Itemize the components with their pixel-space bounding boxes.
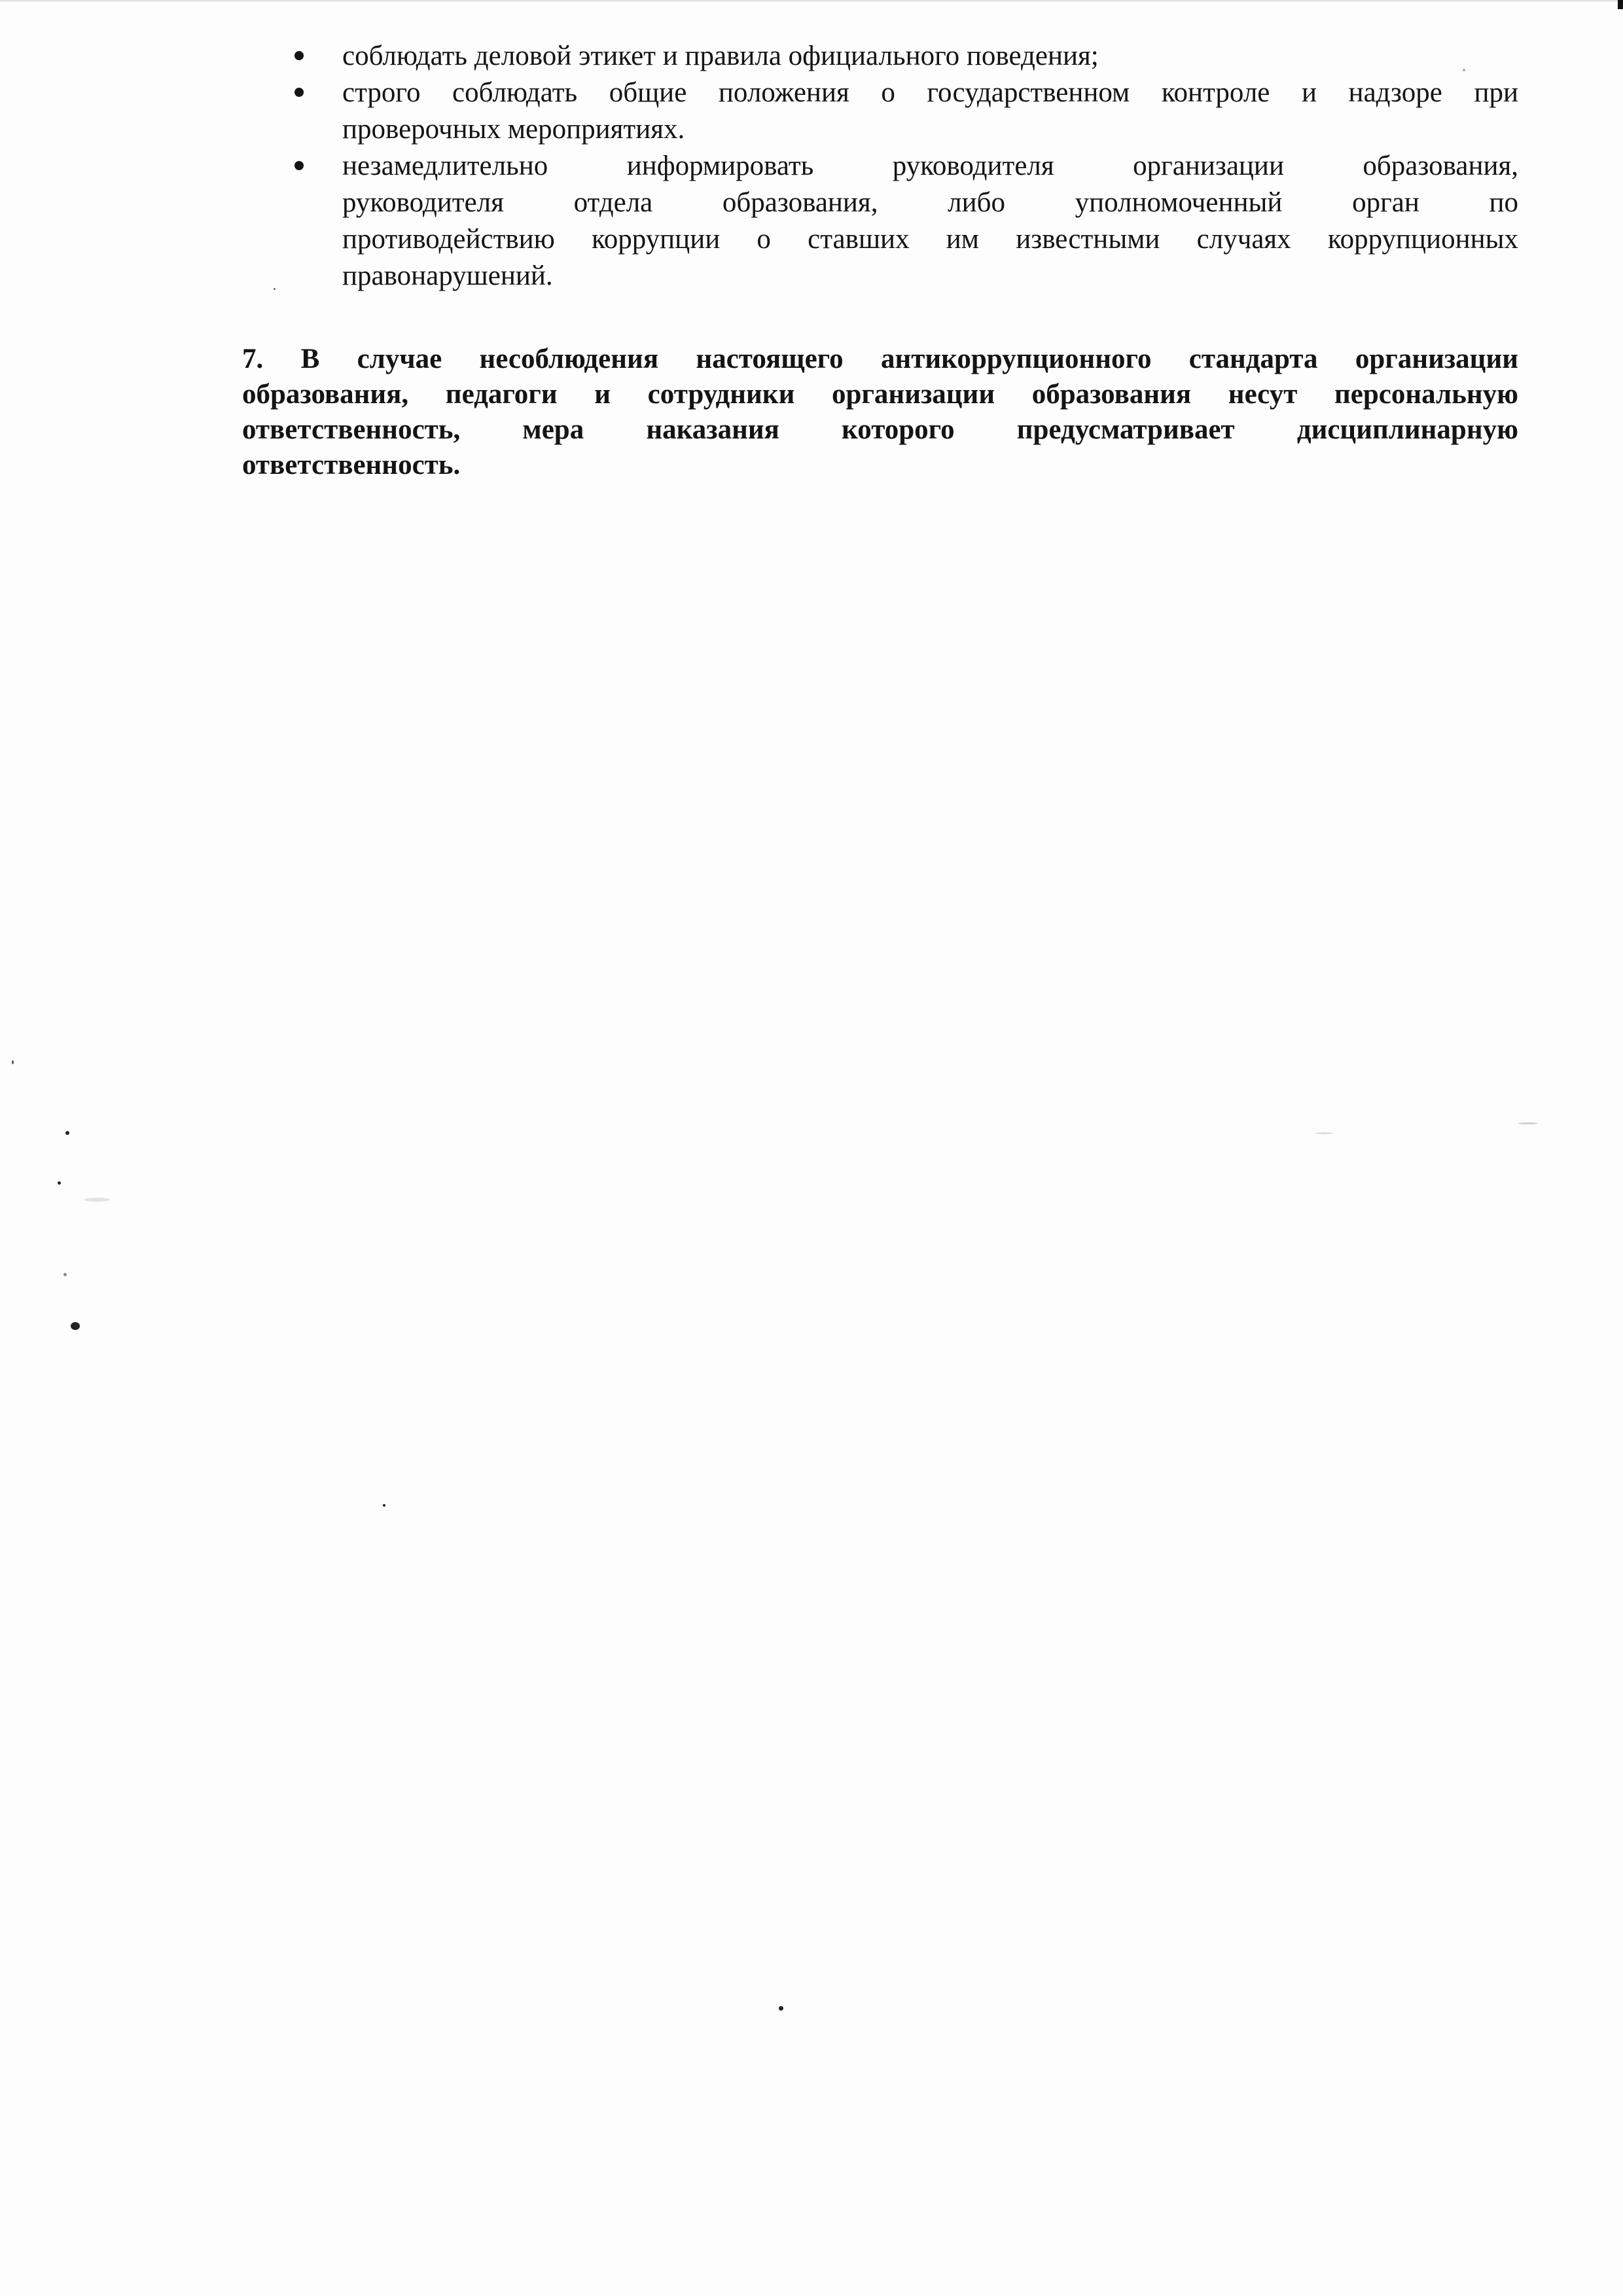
bullet-text: соблюдать деловой этикет и правила официального поведения;	[342, 41, 1099, 71]
bullet-icon	[294, 51, 304, 60]
bullet-list	[285, 38, 1518, 295]
scan-speck	[84, 1198, 110, 1202]
bullet-text-line: руководителя отдела образования, либо уполномоченный орган по	[342, 187, 1518, 218]
scan-edge	[0, 0, 1623, 2]
scan-speck	[71, 1322, 80, 1330]
section-7-line: ответственность, мера наказания которого предусматривает дисциплинарную	[242, 414, 1518, 445]
bullet-item-etiquette	[285, 38, 1518, 75]
bullet-text-line: противодействию коррупции о ставших им известными случаях коррупционных	[342, 224, 1518, 255]
bullet-text-line: незамедлительно информировать руководителя организации образования,	[342, 151, 1518, 181]
scan-speck	[779, 2006, 783, 2011]
scan-speck	[383, 1504, 385, 1507]
section-7-paragraph	[242, 342, 1518, 483]
scan-speck	[65, 1131, 69, 1135]
scan-speck	[58, 1181, 61, 1185]
bullet-item-state-control	[285, 75, 1518, 148]
scan-speck	[1518, 1122, 1538, 1124]
bullet-text-line: правонарушений.	[342, 260, 553, 291]
bullet-icon	[294, 88, 304, 97]
bullet-text-line: проверочных мероприятиях.	[342, 114, 685, 145]
scan-speck	[1463, 69, 1465, 71]
section-7-line: образования, педагоги и сотрудники организации образования несут персональную	[242, 379, 1518, 410]
scan-speck	[12, 1060, 14, 1064]
section-7-line: 7. В случае несоблюдения настоящего антикоррупционного стандарта организации	[242, 344, 1518, 374]
scan-speck	[274, 288, 276, 290]
bullet-item-inform-management	[285, 148, 1518, 295]
scan-speck	[1315, 1132, 1334, 1134]
scan-speck	[63, 1273, 67, 1276]
scan-corner-mark	[1618, 0, 1623, 9]
bullet-icon	[294, 161, 304, 170]
section-7-line: ответственность.	[242, 450, 461, 480]
bullet-text-line: строго соблюдать общие положения о государственном контроле и надзоре при	[342, 77, 1518, 108]
